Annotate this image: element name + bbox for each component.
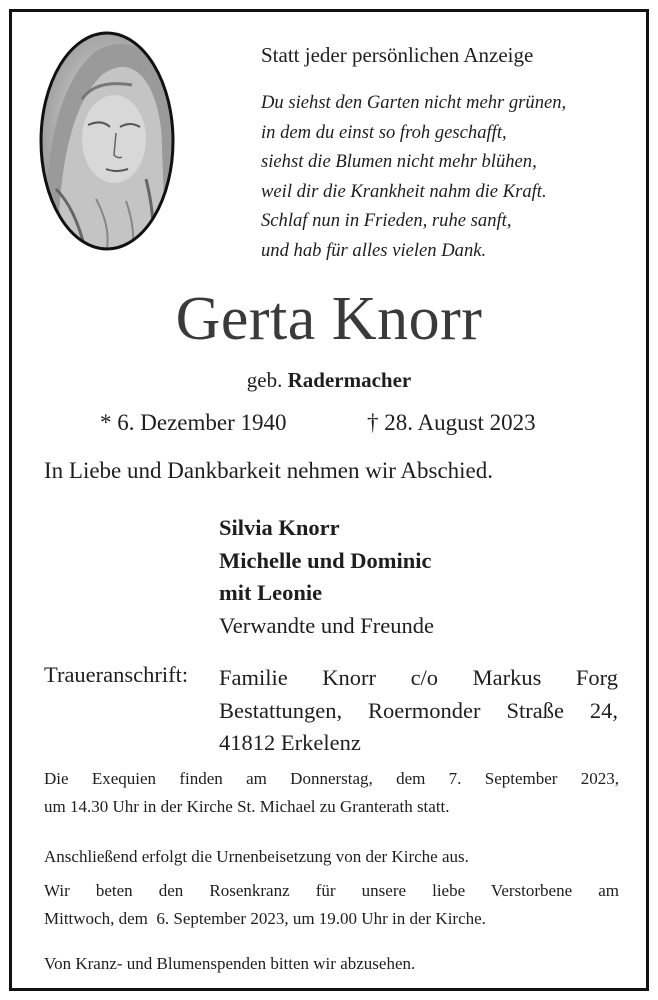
poem	[261, 88, 566, 266]
poem-line: Du siehst den Garten nicht mehr grünen,	[261, 92, 567, 113]
rosary-line: Wir beten den Rosenkranz für unsere liebe Verstorbene am	[44, 881, 619, 900]
farewell-line: In Liebe und Dankbarkeit nehmen wir Abschied.	[44, 458, 494, 483]
mourning-address	[219, 662, 618, 760]
address-label: Traueranschrift:	[44, 662, 189, 687]
mourner-name: mit Leonie	[219, 580, 323, 605]
rosary-line: Mittwoch, dem 6. September 2023, um 19.00 Uhr in der Kirche.	[44, 909, 486, 928]
deceased-name: Gerta Knorr	[175, 285, 483, 353]
death-date: † 28. August 2023	[367, 410, 536, 435]
madonna-portrait-image	[36, 29, 178, 253]
relatives-line: Verwandte und Freunde	[219, 612, 434, 638]
poem-line: siehst die Blumen nicht mehr blühen,	[261, 151, 537, 173]
exequies-line: um 14.30 Uhr in der Kirche St. Michael zu Granterath statt.	[44, 797, 450, 816]
birth-prefix: geb.	[246, 368, 283, 392]
address-line: Familie Knorr c/o Markus Forg	[219, 665, 618, 690]
poem-line: weil dir die Krankheit nahm die Kraft.	[261, 180, 547, 202]
birth-date: * 6. Dezember 1940	[100, 410, 287, 435]
poem-line: und hab für alles vielen Dank.	[261, 239, 487, 261]
poem-line: in dem du einst so froh geschafft,	[261, 121, 507, 143]
mourners-list	[219, 512, 434, 642]
exequies-line: Die Exequien finden am Donnerstag, dem 7. September 2023,	[44, 769, 619, 788]
intro-line: Statt jeder persönlichen Anzeige	[261, 43, 534, 67]
mourner-name: Silvia Knorr	[219, 515, 340, 540]
urn-burial-info: Anschließend erfolgt die Urnenbeisetzung von der Kirche aus.	[44, 847, 469, 866]
rosary-info	[44, 877, 619, 933]
birth-name: Radermacher	[287, 368, 412, 392]
mourner-name: Michelle und Dominic	[219, 547, 432, 573]
address-line: Bestattungen, Roermonder Straße 24,	[219, 697, 618, 723]
poem-line: Schlaf nun in Frieden, ruhe sanft,	[261, 210, 512, 232]
flowers-note: Von Kranz- und Blumenspenden bitten wir abzusehen.	[44, 954, 416, 973]
obituary-notice	[9, 9, 649, 991]
birth-name-line	[12, 368, 646, 393]
address-line: 41812 Erkelenz	[219, 730, 361, 755]
exequies-info	[44, 765, 619, 821]
